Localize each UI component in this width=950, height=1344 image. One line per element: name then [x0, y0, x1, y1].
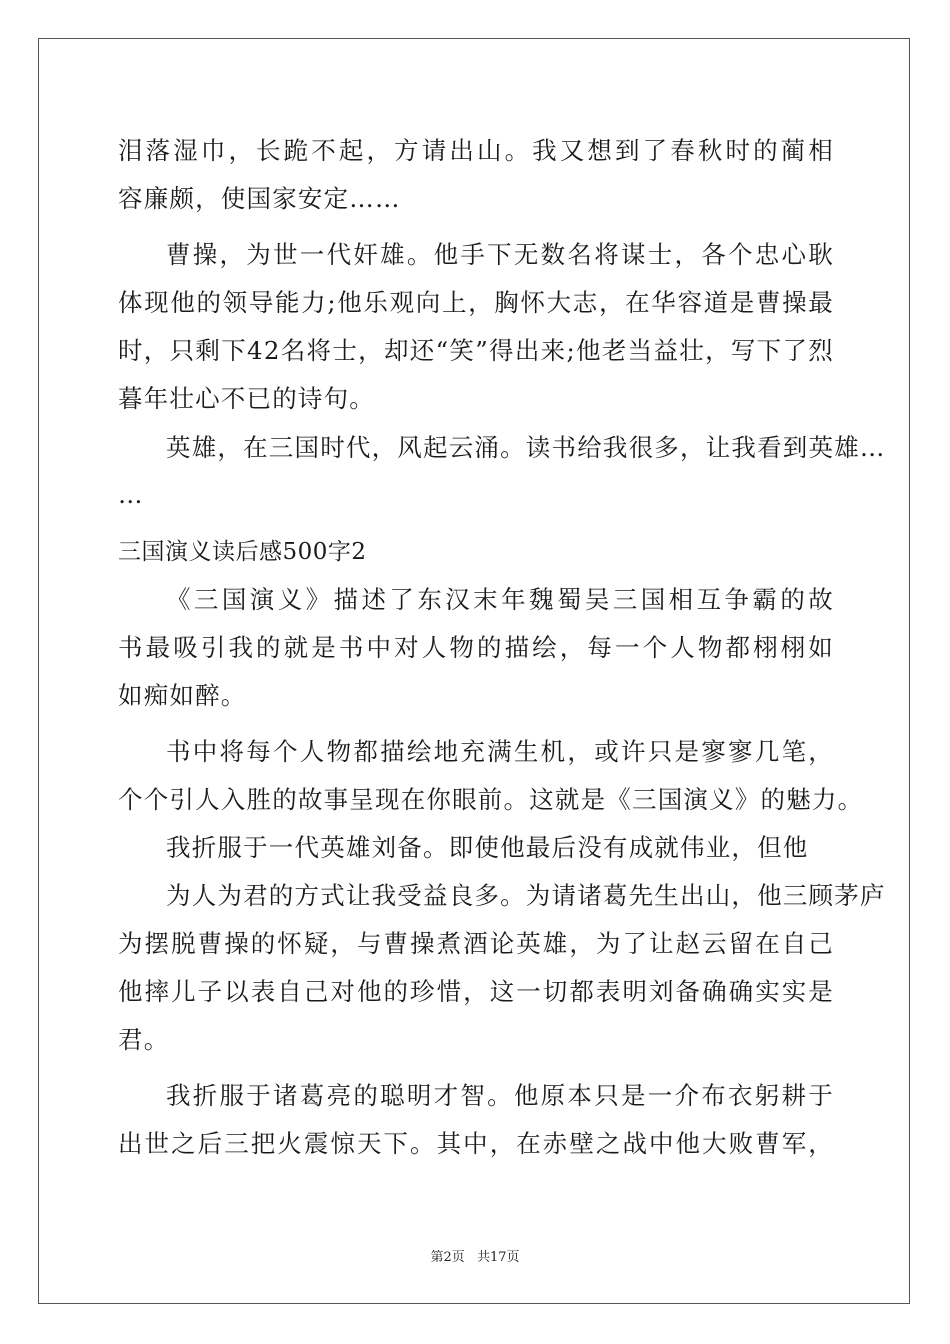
page-footer	[0, 1246, 950, 1265]
text-line: 泪落湿巾，长跪不起，方请出山。我又想到了春秋时的蔺相	[118, 136, 834, 165]
text-line: 君。	[118, 1025, 170, 1054]
text-line: 书最吸引我的就是书中对人物的描绘，每一个人物都栩栩如	[118, 633, 834, 662]
text-line: …	[118, 480, 144, 509]
text-line: 曹操，为世一代奸雄。他手下无数名将谋士，各个忠心耿	[166, 240, 834, 269]
text-line: 为人为君的方式让我受益良多。为请诸葛先生出山，他三顾茅庐	[166, 881, 886, 910]
text-line: 容廉颇，使国家安定……	[118, 184, 401, 213]
section-heading: 三国演义读后感500字2	[118, 539, 367, 565]
text-line: 我折服于一代英雄刘备。即使他最后没有成就伟业，但他	[166, 833, 809, 862]
text-line: 如痴如醉。	[118, 681, 247, 710]
text-line: 出世之后三把火震惊天下。其中，在赤壁之战中他大败曹军，	[118, 1129, 834, 1158]
text-line: 体现他的领导能力;他乐观向上，胸怀大志，在华容道是曹操最	[118, 288, 834, 317]
text-line: 书中将每个人物都描绘地充满生机，或许只是寥寥几笔，	[166, 737, 834, 766]
text-line: 他摔儿子以表自己对他的珍惜，这一切都表明刘备确确实实是	[118, 977, 834, 1006]
text-line: 英雄，在三国时代，风起云涌。读书给我很多，让我看到英雄…	[166, 433, 886, 462]
text-line: 我折服于诸葛亮的聪明才智。他原本只是一介布衣躬耕于	[166, 1081, 834, 1110]
text-line: 为摆脱曹操的怀疑，与曹操煮酒论英雄，为了让赵云留在自己	[118, 929, 834, 958]
page-total: 共17页	[476, 1250, 520, 1265]
text-line: 时，只剩下42名将士，却还“笑”得出来;他老当益壮，写下了烈	[118, 336, 834, 365]
text-line: 暮年壮心不已的诗句。	[118, 384, 375, 413]
text-line: 个个引人入胜的故事呈现在你眼前。这就是《三国演义》的魅力。	[118, 785, 864, 814]
page-number: 第2页	[430, 1250, 465, 1265]
page-border	[38, 38, 910, 1304]
text-line: 《三国演义》描述了东汉末年魏蜀吴三国相互争霸的故	[166, 585, 834, 614]
